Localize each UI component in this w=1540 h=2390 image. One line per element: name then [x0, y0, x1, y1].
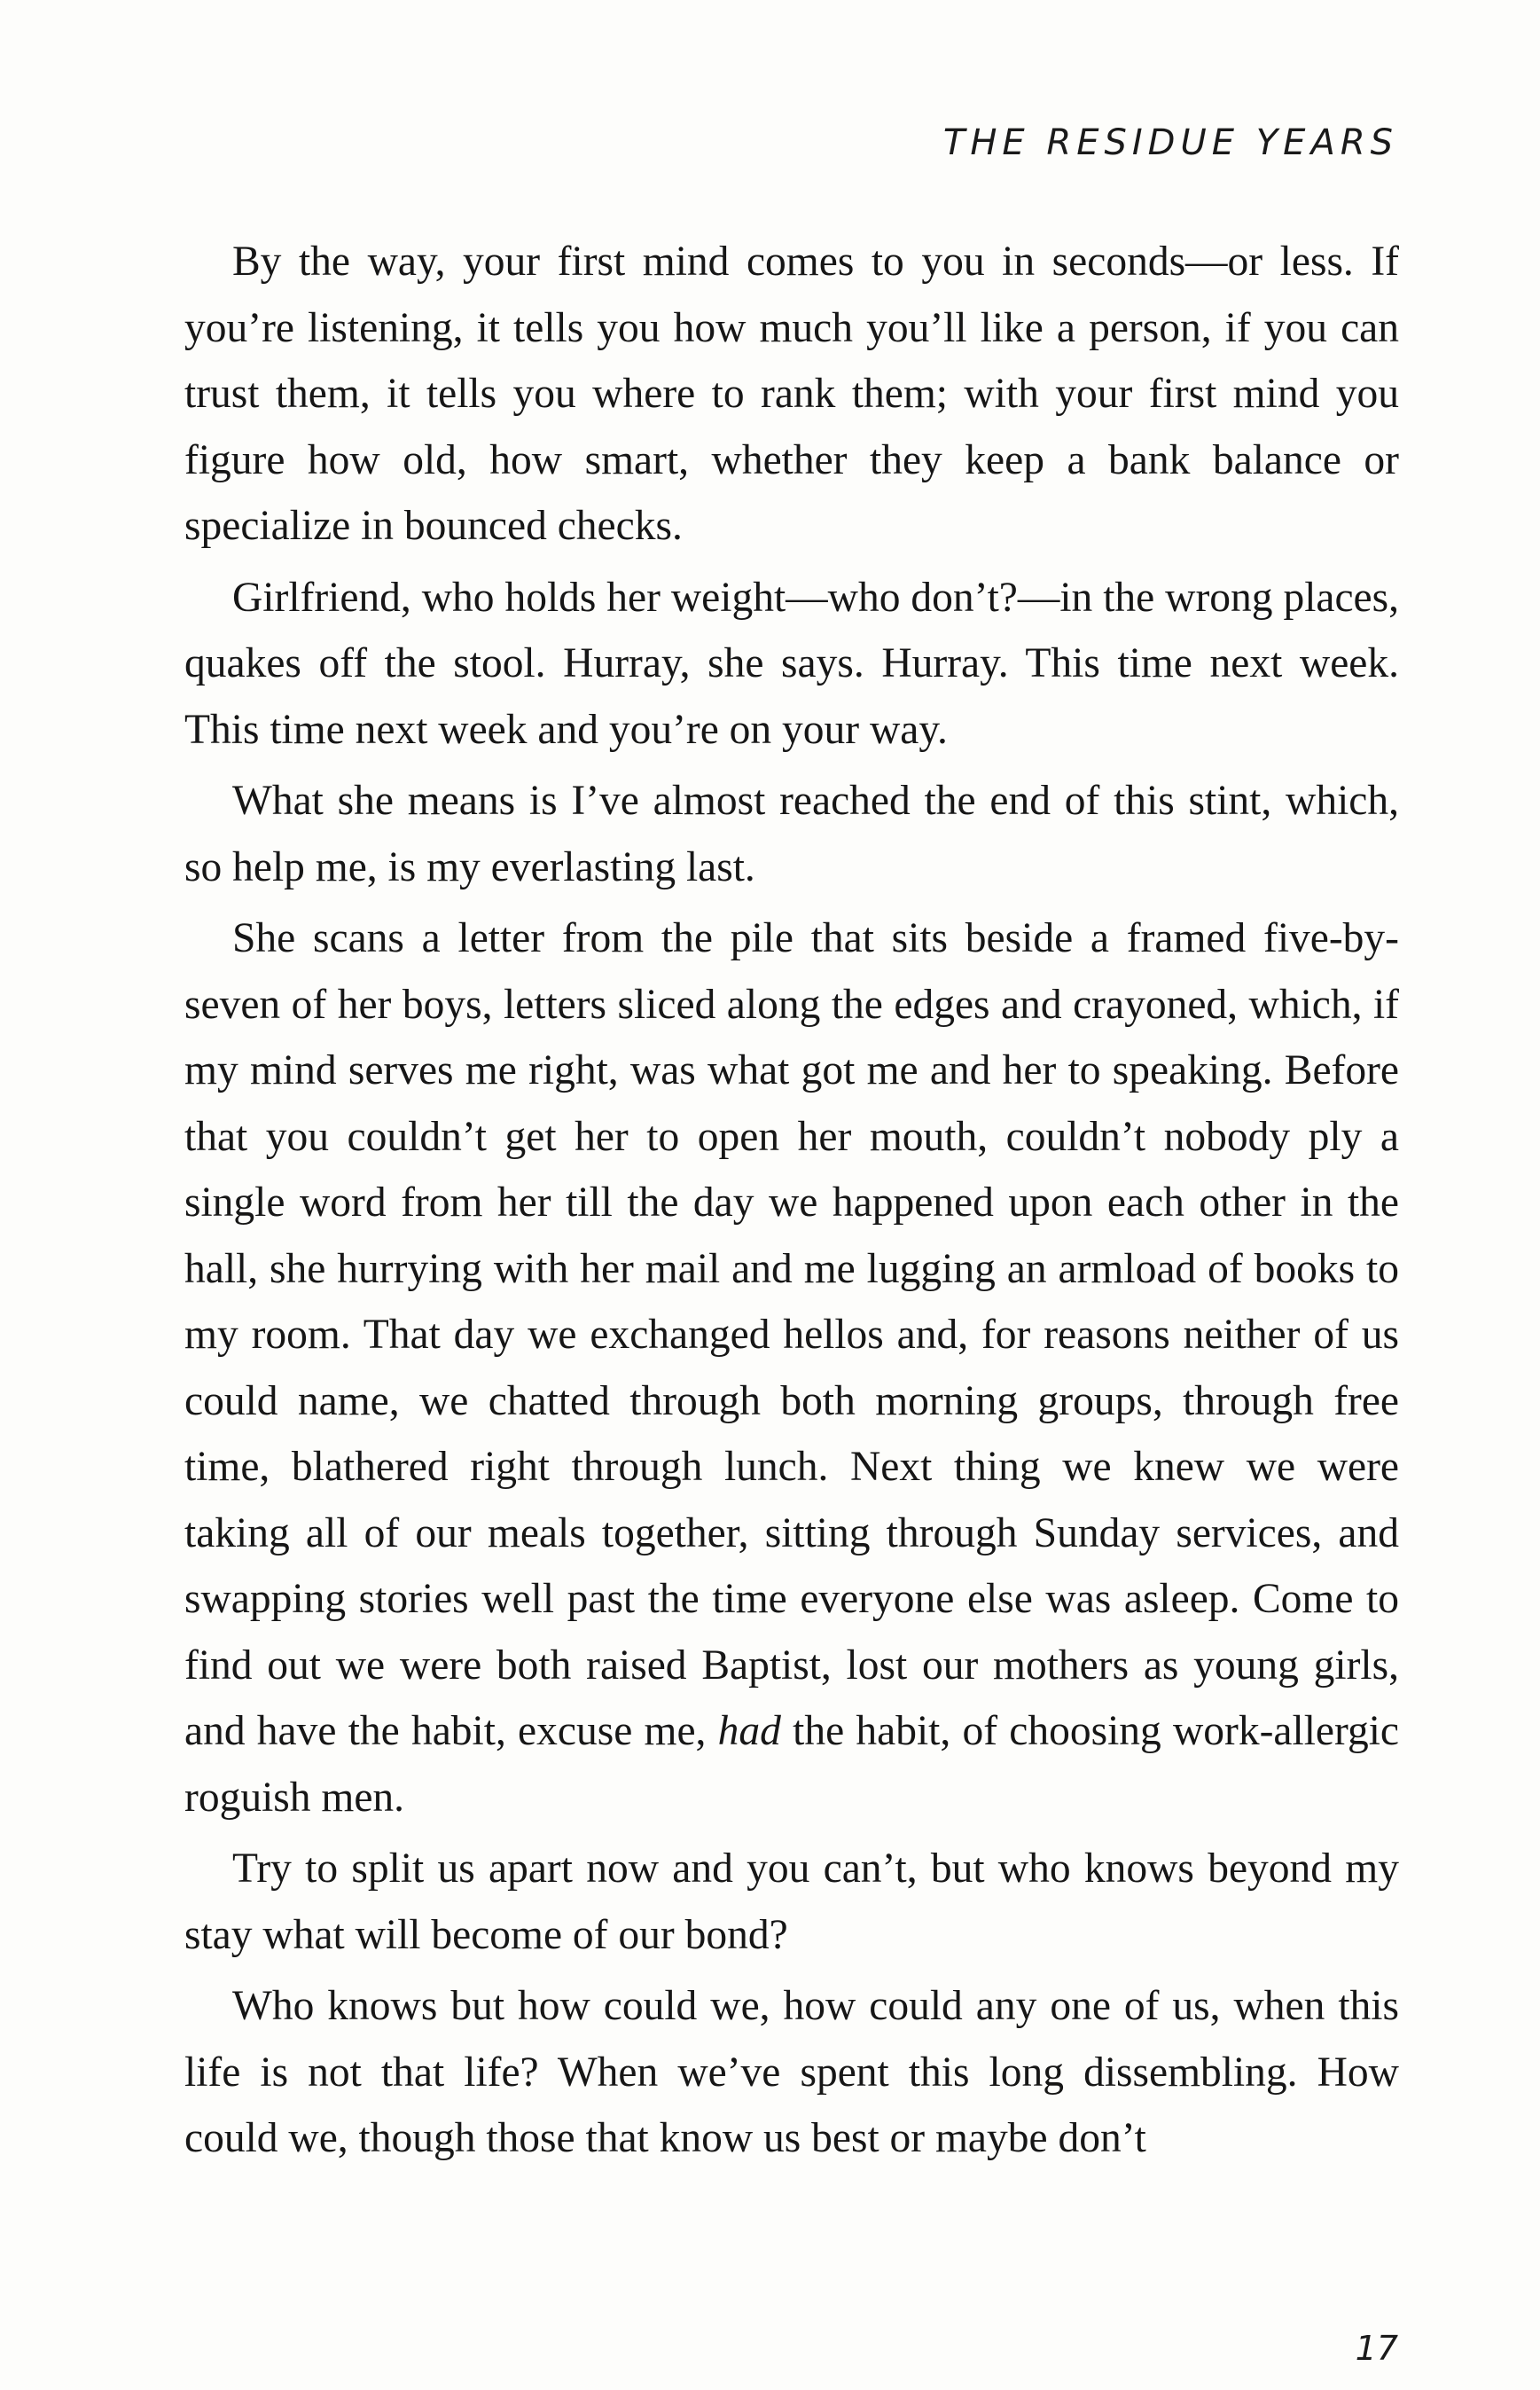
- page-number: 17: [1355, 2329, 1398, 2368]
- paragraph-4-text-before: She scans a letter from the pile that sits beside a framed five-by-seven of her boys, letters sliced along the edges and crayoned, which, if my mind serves me right, was what got me and her to speaking. Before that you couldn’t get her to open her mouth, couldn’t nobody ply a single word from her till the day we happened upon each other in the hall, she hurrying with her mail and me lugging an armload of books to my room. That day we exchanged hellos and, for reasons neither of us could name, we chatted through both morning groups, through free time, blathered right through lunch. Next thing we knew we were taking all of our meals together, sitting through Sunday services, and swapping stories well past the time everyone else was asleep. Come to find out we were both raised Baptist, lost our mothers as young girls, and have the habit, excuse me,: [184, 915, 1399, 1754]
- paragraph-1: By the way, your first mind comes to you in seconds—or less. If you’re listening, it tells you how much you’ll like a person, if you can trust them, it tells you where to rank them; with your first mind you figure how old, how smart, whether they keep a bank balance or specialize in bounced checks.: [184, 239, 1399, 549]
- paragraph-3: What she means is I’ve almost reached the end of this stint, which, so help me, is my everlasting last.: [184, 778, 1399, 890]
- paragraph-5: Try to split us apart now and you can’t, but who knows beyond my stay what will become of our bond?: [184, 1845, 1399, 1958]
- paragraph-4-emphasis: had: [717, 1708, 781, 1754]
- body-text: [184, 229, 1399, 2177]
- paragraph-6: Who knows but how could we, how could any one of us, when this life is not that life? When we’ve spent this long dissembling. How could we, though those that know us best or maybe don’t: [184, 1983, 1399, 2161]
- running-head: THE RESIDUE YEARS: [942, 122, 1398, 163]
- paragraph-2: Girlfriend, who holds her weight—who don’t?—in the wrong places, quakes off the stool. Hurray, she says. Hurray. This time next week. This time next week and you’re on your way.: [184, 574, 1399, 753]
- paragraph-4: [184, 905, 1399, 1830]
- paragraph-4-text-after: the habit, of choosing work-allergic roguish men.: [184, 1708, 1399, 1821]
